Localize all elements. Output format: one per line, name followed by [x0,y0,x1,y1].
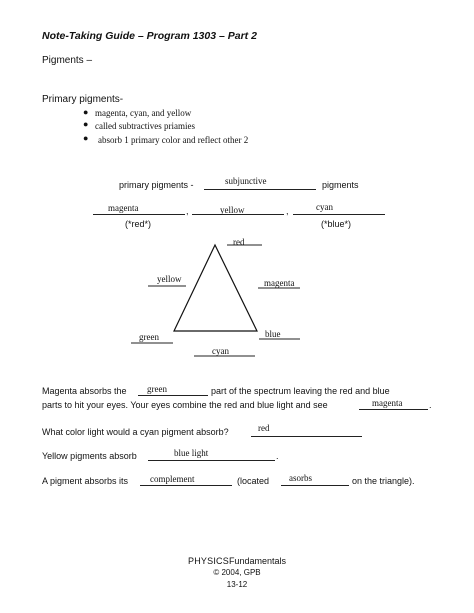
triangle-label-red: red [233,237,245,247]
handwritten-answer: red [258,423,270,433]
bullet-dot-icon: ● [83,119,89,129]
bullet-dot-icon: ● [83,133,89,143]
handwritten-answer: yellow [220,205,245,215]
comma: , [186,206,189,216]
triangle-label-green: green [139,332,159,342]
comma: , [286,206,289,216]
brand-fundamentals: Fundamentals [228,556,286,566]
handwritten-answer: asorbs [289,473,312,483]
red-note: (*red*) [125,219,152,229]
answer-blank [281,485,349,486]
question-4-middle: (located [237,476,270,486]
footer-brand [0,556,474,566]
footer-copyright: © 2004, GPB [213,568,261,577]
question-2: What color light would a cyan pigment absorb? [42,427,229,437]
triangle-label-yellow: yellow [157,274,182,284]
list-item: magenta, cyan, and yellow [95,108,192,118]
period: . [429,400,432,410]
pigments-heading: Pigments – [42,55,93,66]
question-1-middle: part of the spectrum leaving the red and blue [211,386,390,396]
handwritten-answer: blue light [174,448,209,458]
question-4-start: A pigment absorbs its [42,476,129,486]
question-4-end: on the triangle). [352,476,415,486]
handwritten-answer: green [147,384,167,394]
page-number: 13-12 [226,580,248,589]
question-1-continued: parts to hit your eyes. Your eyes combine the red and blue light and see [42,400,328,410]
triangle-shape [174,245,257,331]
pigments-suffix: pigments [322,180,359,190]
bullet-dot-icon: ● [83,107,89,117]
handwritten-answer: complement [150,474,195,484]
blue-note: (*blue*) [321,219,352,229]
primary-pigments-heading: Primary pigments- [42,94,124,105]
triangle-label-magenta: magenta [264,278,295,288]
handwritten-answer: subjunctive [225,176,267,186]
primary-pigments-prefix: primary pigments - [119,180,194,190]
brand-physics: PHYSICS [188,556,229,566]
triangle-label-blue: blue [265,329,281,339]
question-1-start: Magenta absorbs the [42,386,127,396]
answer-blank [138,395,208,396]
answer-blank [140,485,232,486]
question-3: Yellow pigments absorb [42,451,137,461]
list-item: called subtractives priamies [95,121,195,131]
period: . [276,451,279,461]
page-title: Note-Taking Guide – Program 1303 – Part 2 [42,30,257,42]
handwritten-answer: cyan [316,202,333,212]
answer-blank [148,460,275,461]
triangle-label-cyan: cyan [212,346,229,356]
handwritten-answer: magenta [108,203,139,213]
list-item: absorb 1 primary color and reflect other 2 [98,135,249,145]
answer-blank [251,436,362,437]
handwritten-answer: magenta [372,398,403,408]
answer-blank [359,409,428,410]
